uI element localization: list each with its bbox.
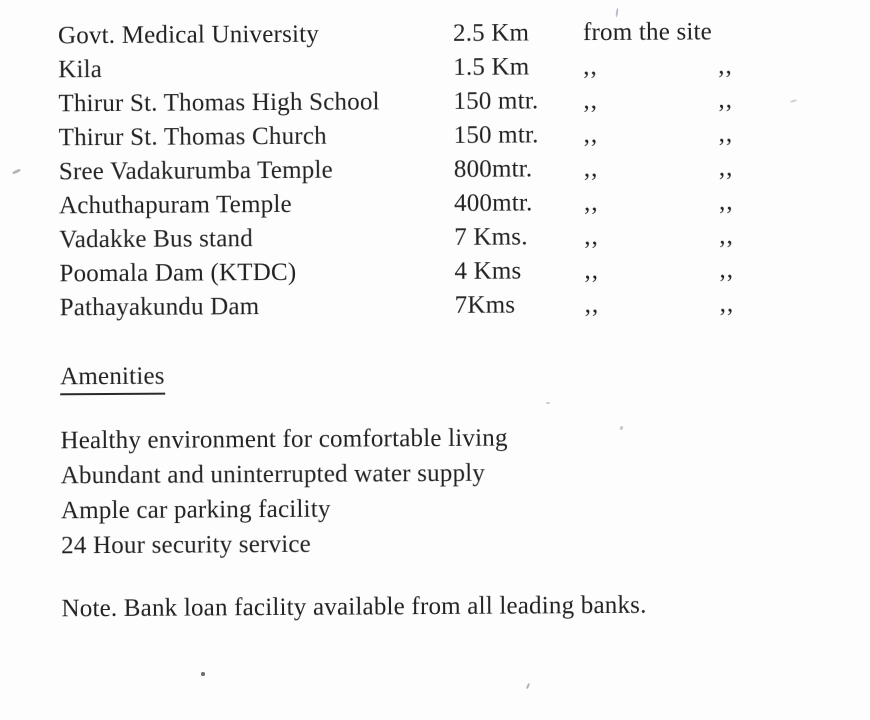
- place-name: Poomala Dam (KTDC): [59, 258, 297, 288]
- ditto-mark: ,,: [718, 120, 734, 148]
- place-name: Govt. Medical University: [57, 20, 320, 50]
- ditto-mark: ,,: [718, 52, 733, 80]
- ditto-mark: ,,: [718, 86, 733, 114]
- place-name: Pathayakundu Dam: [59, 293, 260, 322]
- ditto-mark: ,,: [584, 256, 600, 285]
- distance-value: 150 mtr.: [453, 87, 539, 115]
- distance-value: 7 Kms.: [454, 223, 528, 251]
- spacer-cell: [718, 14, 868, 49]
- ditto-mark: ,,: [583, 188, 599, 217]
- amenities-heading: Amenities: [60, 361, 165, 396]
- from-the-site-label: from the site: [582, 18, 713, 47]
- amenities-section: [60, 356, 870, 563]
- place-name: Sree Vadakurumba Temple: [58, 156, 333, 186]
- table-row: [58, 82, 868, 121]
- ditto-mark: ,,: [719, 290, 735, 318]
- distance-value: 2.5 Km: [452, 19, 530, 47]
- distance-value: 7Kms: [454, 291, 516, 319]
- amenity-item: Abundant and uninterrupted water supply: [60, 459, 486, 490]
- table-row: [59, 252, 869, 291]
- ditto-mark: ,,: [718, 188, 734, 216]
- ditto-mark: ,,: [584, 222, 599, 251]
- table-row: [59, 150, 869, 189]
- distance-value: 150 mtr.: [453, 121, 539, 149]
- table-row: [59, 218, 869, 257]
- place-name: Vadakke Bus stand: [59, 225, 253, 254]
- place-name: Thirur St. Thomas Church: [58, 122, 327, 152]
- table-row: [59, 116, 869, 155]
- place-name: Thirur St. Thomas High School: [58, 88, 380, 118]
- note-text: Note. Bank loan facility available from all leading banks.: [61, 591, 647, 623]
- ditto-mark: ,,: [584, 290, 600, 319]
- distance-value: 400mtr.: [453, 189, 533, 217]
- ditto-mark: ,,: [719, 222, 734, 250]
- place-name: Kila: [58, 56, 103, 84]
- place-name: Achuthapuram Temple: [58, 190, 292, 220]
- amenity-item: 24 Hour security service: [61, 530, 312, 560]
- ditto-mark: ,,: [718, 154, 734, 182]
- distance-value: 800mtr.: [453, 155, 533, 183]
- scan-speck: [201, 672, 205, 676]
- distance-value: 4 Kms: [454, 257, 522, 285]
- table-row: [60, 286, 870, 325]
- ditto-mark: ,,: [583, 154, 599, 183]
- scan-speck: [546, 402, 550, 404]
- amenity-item: Healthy environment for comfortable living: [60, 424, 508, 455]
- table-row: [59, 184, 869, 223]
- table-row: [58, 48, 868, 87]
- ditto-mark: ,,: [583, 53, 598, 81]
- ditto-mark: ,,: [583, 120, 599, 149]
- distance-value: 1.5 Km: [453, 53, 530, 81]
- ditto-mark: ,,: [583, 87, 599, 115]
- distance-table: [0, 0, 870, 326]
- amenity-item: Ample car parking facility: [60, 495, 331, 525]
- ditto-mark: ,,: [719, 256, 735, 284]
- amenities-list: [60, 418, 870, 563]
- table-row: [58, 14, 868, 53]
